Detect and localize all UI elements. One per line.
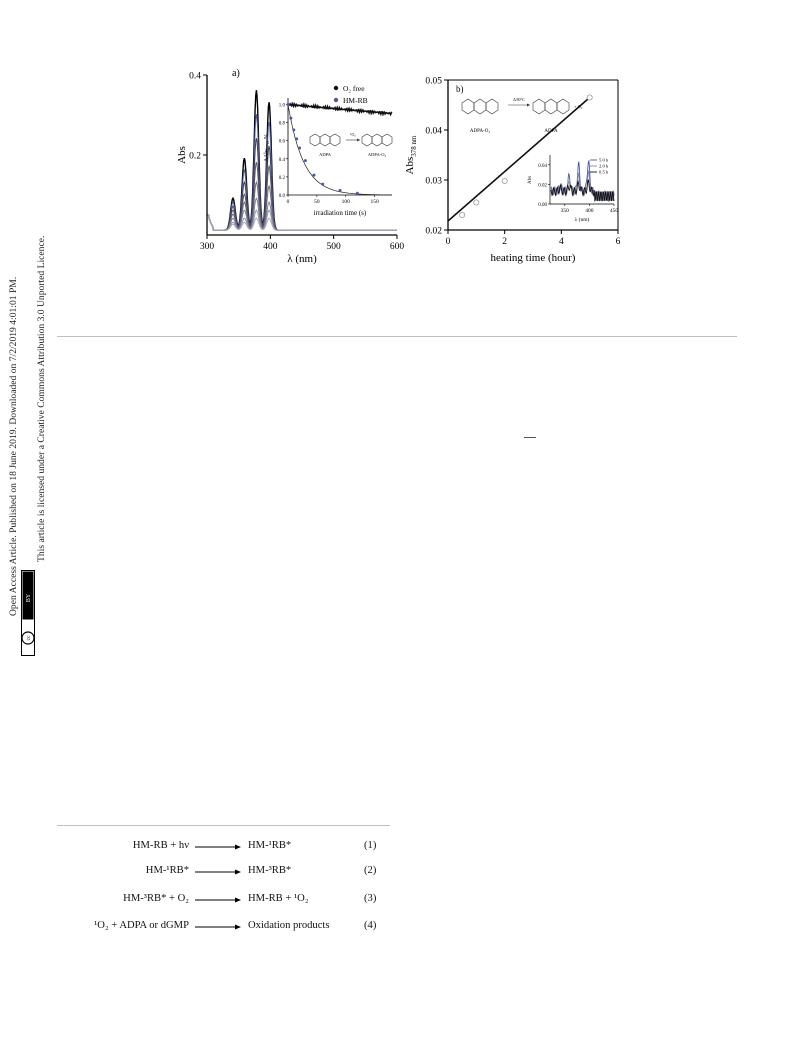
inset-yticks-b [538, 164, 550, 208]
inset-legend-label-b: 5.0 h [599, 157, 609, 163]
reaction-lhs: ¹O₂ + ADPA or dGMP [94, 920, 189, 931]
inset-ylabel-b: Abs [528, 175, 533, 185]
reaction-row [56, 893, 396, 907]
point-hmrb [289, 117, 292, 120]
xtick-label-b: 0 [445, 237, 451, 247]
xtick-label-a: 600 [389, 242, 405, 252]
point-hmrb [287, 103, 290, 106]
inset-ytick-label-a: 0.0 [278, 194, 285, 199]
inset-yticks-a [279, 104, 288, 199]
fit-curve-hmrb [288, 105, 392, 195]
reaction-rhs: HM-³RB* [248, 865, 292, 876]
cc-icon: cc [26, 635, 32, 641]
inset-ytick-label-b: 0.00 [538, 203, 547, 208]
reaction-number: (3) [364, 893, 377, 904]
series-o2free [288, 104, 392, 115]
reaction-row [56, 840, 396, 854]
scheme-left-b: ADPA-O₂ [469, 129, 491, 134]
inset-ytick-label-b: 0.04 [538, 163, 547, 169]
inset-xtick-label-b: 400 [585, 208, 594, 214]
by-icon: BY [26, 593, 32, 603]
reaction-scheme [56, 830, 396, 940]
spectrum-line [208, 198, 397, 230]
point-b [474, 200, 479, 205]
license-line: This article is licensed under a Creative Commons Attribution 3.0 Unported Licence. [36, 235, 47, 562]
xtick-label-a: 400 [263, 242, 278, 252]
inset-legend-label-b: 0.5 h [599, 169, 609, 175]
xticks-a [200, 235, 405, 252]
reaction-number: (2) [364, 865, 377, 876]
figure-b [400, 60, 635, 270]
legend-marker-o2free [334, 86, 338, 90]
reaction-lhs: HM-¹RB* [145, 865, 189, 876]
inset-ylabel-a: ΔAbs₃₇₈, % [264, 134, 270, 162]
series-b [448, 95, 592, 221]
legend-a [334, 84, 368, 105]
inset-xlabel-a: irradiation time (s) [313, 209, 367, 217]
reaction-arrow-icon [195, 843, 241, 851]
scheme-arrow-b: Δ 80°C [513, 97, 525, 102]
reaction-arrow-icon [195, 868, 241, 876]
point-hmrb [295, 137, 298, 140]
point-hmrb [313, 174, 316, 177]
xtick-label-a: 500 [326, 242, 341, 252]
legend-label-o2free: O₂ free [343, 84, 365, 93]
inset-xticks-a [287, 195, 379, 205]
ytick-label-b: 0.04 [425, 126, 442, 137]
fit-line-b [448, 98, 590, 222]
xtick-label-a: 300 [199, 242, 215, 252]
inset-ytick-label-a: 0.2 [278, 175, 285, 181]
xtick-label-b: 4 [558, 237, 564, 247]
reaction-lhs: HM-RB + hν [132, 840, 189, 851]
molecule-scheme-a [310, 132, 392, 157]
xticks-b [446, 230, 621, 247]
point-hmrb [356, 192, 359, 195]
point-hmrb [304, 159, 307, 162]
ytick-label-a: 0.4 [189, 71, 201, 82]
spectrum-line [208, 114, 397, 230]
xtick-label-b: 6 [615, 237, 621, 247]
reaction-rhs: HM-RB + ¹O₂ [248, 893, 309, 904]
inset-xticks-b [561, 204, 619, 214]
reaction-number: (4) [364, 920, 377, 931]
xlabel-a: λ (nm) [287, 253, 317, 265]
scheme-right-a: ADPA-O₂ [367, 152, 387, 157]
inset-xtick-label-b: 350 [560, 208, 569, 214]
legend-label-hmrb: HM-RB [343, 96, 368, 105]
inset-a [264, 98, 392, 217]
inset-ytick-label-a: 0.4 [278, 157, 285, 163]
scheme-arrow-a: ¹O₂ [350, 132, 356, 137]
reaction-row [56, 865, 396, 879]
point-hmrb [339, 189, 342, 192]
license-sidebar [0, 0, 50, 1039]
xtick-label-b: 2 [502, 237, 508, 247]
ylabel-b: Abs$_{378 nm}$ [404, 135, 418, 175]
inset-xtick-label-a: 50 [314, 199, 320, 205]
scheme-rule [57, 825, 390, 826]
scheme-plus-b: + O₂ [574, 104, 583, 109]
stray-dash [524, 437, 536, 438]
inset-xtick-label-a: 100 [341, 199, 350, 205]
inset-xlabel-b: λ (nm) [574, 217, 590, 223]
inset-legend-b [590, 158, 609, 175]
point-hmrb [321, 183, 324, 186]
reaction-number: (1) [364, 840, 377, 851]
ytick-label-b: 0.05 [425, 76, 442, 87]
ylabel-a: Abs [176, 146, 188, 164]
ytick-label-a: 0.2 [189, 151, 201, 162]
inset-xtick-label-a: 150 [370, 199, 379, 205]
reaction-rhs: Oxidation products [248, 920, 330, 931]
reaction-lhs: HM-³RB* + O₂ [123, 893, 189, 904]
point-hmrb [292, 128, 295, 131]
reaction-row [56, 920, 396, 934]
inset-legend-label-b: 2.0 h [599, 163, 609, 169]
point-b [587, 95, 592, 100]
reaction-rhs: HM-¹RB* [248, 840, 292, 851]
inset-ytick-label-a: 1.0 [278, 103, 285, 109]
yticks-b [425, 77, 448, 237]
reaction-arrow-icon [195, 923, 241, 931]
xlabel-b: heating time (hour) [490, 252, 576, 264]
ytick-label-b: 0.02 [425, 226, 442, 237]
inset-ytick-label-a: 0.6 [278, 139, 285, 145]
point-b [502, 178, 507, 183]
inset-ytick-label-a: 0.8 [278, 121, 285, 127]
inset-ytick-label-b: 0.02 [538, 183, 547, 189]
access-line: Open Access Article. Published on 18 June 2019. Downloaded on 7/2/2019 4:01:01 PM. [8, 276, 19, 616]
molecule-scheme-b [462, 97, 583, 134]
inset-series-a [287, 103, 393, 195]
ytick-label-b: 0.03 [425, 176, 442, 187]
yticks-a [189, 72, 207, 162]
panel-label-a: a) [232, 68, 240, 79]
point-hmrb [298, 146, 301, 149]
cc-by-badge[interactable] [21, 570, 35, 656]
inset-xtick-label-a: 0 [286, 199, 290, 205]
inset-b [528, 155, 618, 223]
reaction-arrow-icon [195, 896, 241, 904]
figure-a [160, 60, 405, 270]
legend-marker-hmrb [334, 98, 338, 102]
inset-xtick-label-b: 450 [609, 208, 619, 214]
scheme-left-a: ADPA [319, 152, 331, 157]
section-rule [57, 336, 737, 337]
point-b [460, 212, 465, 217]
scheme-right-b: ADPA [544, 129, 558, 134]
panel-label-b: b) [456, 84, 464, 94]
